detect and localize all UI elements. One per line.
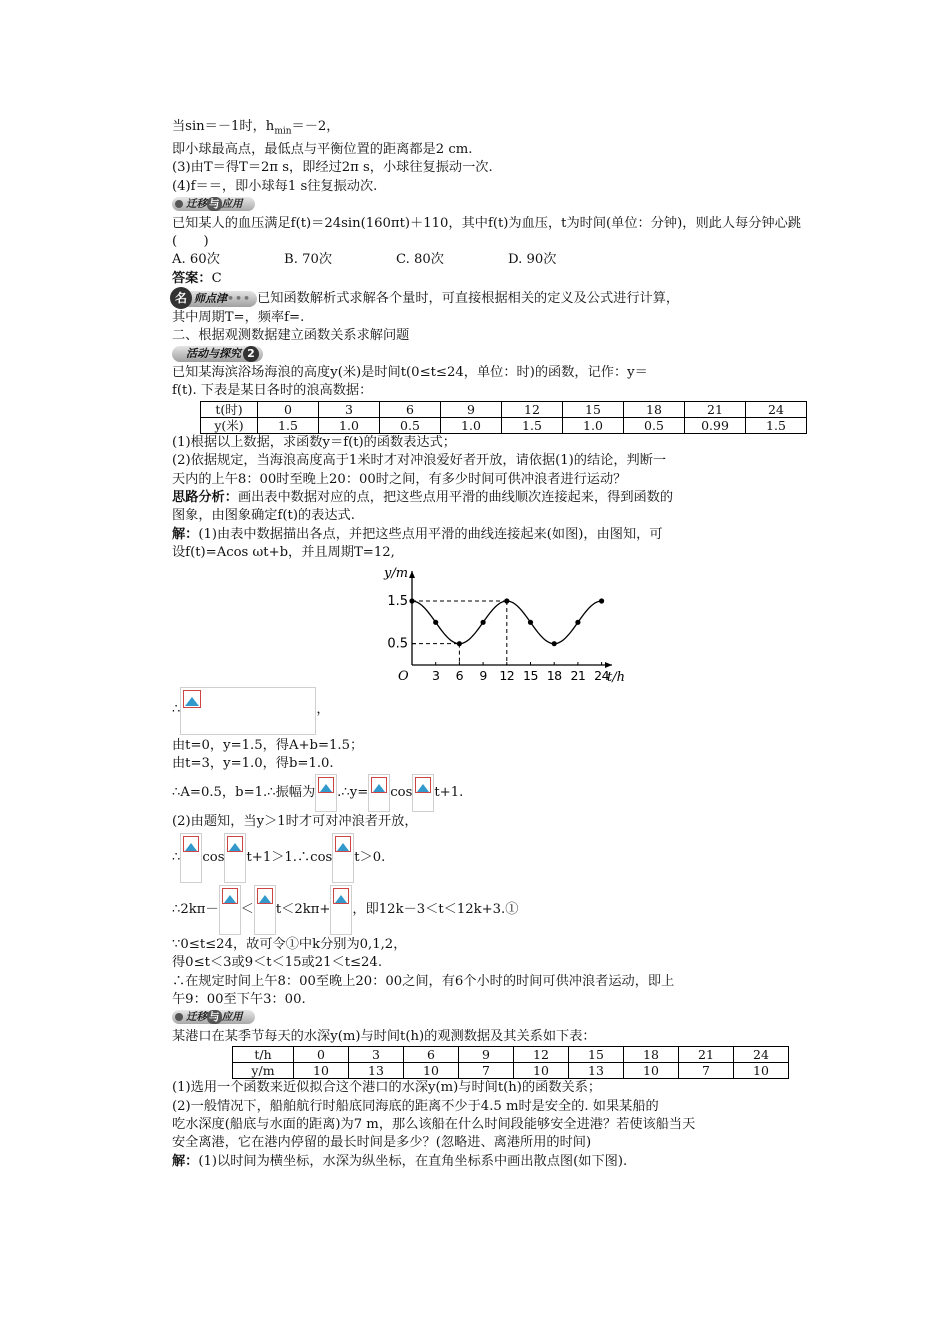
data-point bbox=[433, 619, 438, 624]
subscript: min bbox=[274, 126, 292, 137]
table-cell: 1.5 bbox=[258, 417, 319, 433]
text-line: 即小球最高点，最低点与平衡位置的距离都是2 cm. bbox=[172, 142, 473, 158]
text-line: 安全离港，它在港内停留的最长时间是多少？(忽略进、离港所用的时间) bbox=[172, 1135, 592, 1151]
formula-image bbox=[224, 833, 246, 883]
broken-image-icon bbox=[335, 836, 351, 854]
option-c: C. 80次 bbox=[396, 252, 444, 268]
text-line: (2)由题知，当y＞1时才可对冲浪者开放， bbox=[172, 814, 418, 830]
solution-line: 解：(1)以时间为横坐标，水深为纵坐标，在直角坐标系中画出散点图(如下图). bbox=[172, 1153, 628, 1169]
table-row bbox=[233, 1063, 789, 1079]
x-tick-label: 24 bbox=[594, 667, 610, 683]
text-line: 午9：00至下午3：00. bbox=[172, 992, 306, 1008]
formula-image bbox=[332, 833, 354, 883]
text-line: 吃水深度(船底与水面的距离)为7 m，那么该船在什么时间段能够安全进港？若使该船当天 bbox=[172, 1117, 696, 1133]
activity-badge: 活动与探究 2 bbox=[172, 346, 817, 364]
wave-height-table bbox=[200, 401, 807, 434]
analysis-line: 思路分析：画出表中数据对应的点，把这些点用平滑的曲线顺次连接起来，得到函数的 bbox=[172, 489, 674, 505]
table-row bbox=[201, 417, 807, 433]
table-cell: 0 bbox=[294, 1047, 349, 1063]
table-cell: 10 bbox=[734, 1063, 789, 1079]
data-point bbox=[528, 619, 533, 624]
text-line: 天内的上午8：00时至晚上20：00时之间，有多少时间可供冲浪者进行运动？ bbox=[172, 471, 627, 487]
x-tick-label: 9 bbox=[479, 667, 487, 683]
table-cell: 9 bbox=[459, 1047, 514, 1063]
x-tick-label: 6 bbox=[455, 667, 464, 683]
table-cell: 10 bbox=[624, 1063, 679, 1079]
table-cell: 13 bbox=[349, 1063, 404, 1079]
table-cell: 6 bbox=[380, 401, 441, 417]
text-line: 由t=3，y=1.0，得b=1.0. bbox=[172, 755, 334, 771]
broken-image-icon bbox=[227, 836, 243, 854]
x-axis-label: t/h bbox=[607, 669, 625, 685]
text-line: 某港口在某季节每天的水深y(m)与时间t(h)的观测数据及其关系如下表： bbox=[172, 1028, 596, 1044]
option-a: A. 60次 bbox=[172, 252, 220, 268]
document-body bbox=[172, 118, 817, 1171]
table-cell: 6 bbox=[404, 1047, 459, 1063]
tip-circle-icon: 名 bbox=[170, 287, 192, 309]
y-axis-label: y/m bbox=[384, 565, 409, 581]
formula-image bbox=[219, 885, 241, 935]
formula-image bbox=[180, 687, 316, 735]
text-line: ∵0≤t≤24，故可令①中k分别为0,1,2， bbox=[172, 936, 407, 952]
table-cell: 0.5 bbox=[624, 417, 685, 433]
table-cell: 24 bbox=[746, 401, 807, 417]
y-axis-arrow bbox=[409, 571, 415, 578]
text-line: (2)依据规定，当海浪高度高于1米时才对冲浪爱好者开放，请依据(1)的结论，判断一 bbox=[172, 453, 667, 469]
table-row bbox=[233, 1047, 789, 1063]
table-cell: 0.99 bbox=[685, 417, 746, 433]
formula-image bbox=[180, 833, 202, 883]
table-cell: 13 bbox=[569, 1063, 624, 1079]
text-line: 图象，由图象确定f(t)的表达式. bbox=[172, 508, 355, 524]
table-cell: 1.0 bbox=[563, 417, 624, 433]
solution-line: 解：(1)由表中数据描出各点，并把这些点用平滑的曲线连接起来(如图)，由图知，可 bbox=[172, 526, 663, 542]
table-cell: 21 bbox=[685, 401, 746, 417]
table-header: y(米) bbox=[201, 417, 258, 433]
broken-image-icon bbox=[222, 888, 238, 906]
table-row bbox=[201, 401, 807, 417]
text-line: 其中周期T=，频率f=. bbox=[172, 309, 305, 325]
y-tick-label: 0.5 bbox=[387, 636, 408, 652]
math-line: ∴ cos t+1＞1.∴cos t＞0. bbox=[172, 832, 817, 884]
table-cell: 15 bbox=[563, 401, 624, 417]
formula-image bbox=[412, 774, 434, 812]
table-cell: 10 bbox=[294, 1063, 349, 1079]
data-point bbox=[409, 598, 414, 603]
table-cell: 12 bbox=[514, 1047, 569, 1063]
x-tick-label: 3 bbox=[431, 667, 440, 683]
text-line: 当sin＝－1时，$h_{min}=-2$， bbox=[172, 119, 340, 137]
table-cell: 1.0 bbox=[441, 417, 502, 433]
table-cell: 3 bbox=[349, 1047, 404, 1063]
table-cell: 3 bbox=[319, 401, 380, 417]
broken-image-icon bbox=[183, 836, 199, 854]
data-point bbox=[481, 619, 486, 624]
text-line: (1)根据以上数据，求函数y＝f(t)的函数表达式； bbox=[172, 434, 456, 450]
text-line: (1)选用一个函数来近似拟合这个港口的水深y(m)与时间t(h)的函数关系； bbox=[172, 1080, 602, 1096]
question-text: 已知某人的血压满足f(t)＝24sin(160πt)＋110，其中f(t)为血压，t为时间(单位：分钟)，则此人每分钟心跳( ) bbox=[172, 215, 801, 250]
broken-image-icon bbox=[257, 888, 273, 906]
text-line: 已知某海滨浴场海浪的高度y(米)是时间t(0≤t≤24，单位：时)的函数，记作：y＝ bbox=[172, 364, 648, 380]
table-cell: 7 bbox=[679, 1063, 734, 1079]
x-tick-label: 18 bbox=[546, 667, 562, 683]
text-line: 由t=0，y=1.5，得A+b=1.5； bbox=[172, 737, 364, 753]
table-cell: 15 bbox=[569, 1047, 624, 1063]
formula-image bbox=[330, 885, 352, 935]
broken-image-icon bbox=[415, 777, 431, 795]
x-tick-label: 15 bbox=[523, 667, 538, 683]
data-point bbox=[599, 598, 604, 603]
x-tick-label: 12 bbox=[499, 667, 515, 683]
table-cell: 18 bbox=[624, 1047, 679, 1063]
table-header: y/m bbox=[233, 1063, 294, 1079]
data-point bbox=[457, 641, 462, 646]
formula-image bbox=[254, 885, 276, 935]
table-header: t/h bbox=[233, 1047, 294, 1063]
table-cell: 1.5 bbox=[502, 417, 563, 433]
table-cell: 10 bbox=[514, 1063, 569, 1079]
table-cell: 21 bbox=[679, 1047, 734, 1063]
x-tick-label: 21 bbox=[570, 667, 586, 683]
water-depth-table bbox=[232, 1046, 789, 1079]
bullet-icon bbox=[175, 1013, 183, 1021]
option-d: D. 90次 bbox=[508, 252, 557, 268]
broken-image-icon bbox=[333, 888, 349, 906]
table-cell: 1.0 bbox=[319, 417, 380, 433]
text-line: (2)一般情况下，船舶航行时船底同海底的距离不少于4.5 m时是安全的. 如果某船的 bbox=[172, 1098, 659, 1114]
text-line: (3)由T＝得T＝2π s，即经过2π s，小球往复振动一次. bbox=[172, 160, 493, 176]
math-line: ∴A=0.5，b=1.∴振幅为 .∴y= cos t+1. bbox=[172, 773, 817, 813]
math-line: ∴2kπ－ ＜ t＜2kπ+ ，即12k－3＜t＜12k+3.① bbox=[172, 884, 817, 936]
text-line: ∴在规定时间上午8：00至晚上20：00之间，有6个小时的时间可供冲浪者运动，即上 bbox=[172, 973, 675, 989]
table-cell: 1.5 bbox=[746, 417, 807, 433]
table-cell: 10 bbox=[404, 1063, 459, 1079]
bullet-icon bbox=[175, 200, 183, 208]
section-title: 二、根据观测数据建立函数关系求解问题 bbox=[172, 328, 410, 344]
formula-image bbox=[315, 774, 337, 812]
origin-label: O bbox=[398, 668, 409, 684]
broken-image-icon bbox=[371, 777, 387, 795]
table-cell: 0.5 bbox=[380, 417, 441, 433]
table-cell: 12 bbox=[502, 401, 563, 417]
text-line: 设f(t)=Acos ωt+b，并且周期T=12, bbox=[172, 545, 395, 561]
section-banner: 迁移 与 应用 bbox=[172, 196, 817, 214]
formula-image bbox=[368, 774, 390, 812]
table-cell: 24 bbox=[734, 1047, 789, 1063]
table-cell: 7 bbox=[459, 1063, 514, 1079]
answer-options bbox=[172, 251, 817, 269]
data-point bbox=[575, 619, 580, 624]
section-banner: 迁移 与 应用 bbox=[172, 1009, 817, 1027]
table-cell: 9 bbox=[441, 401, 502, 417]
text-line: f(t). 下表是某日各时的浪高数据： bbox=[172, 383, 373, 399]
table-cell: 18 bbox=[624, 401, 685, 417]
y-tick-label: 1.5 bbox=[387, 593, 408, 609]
data-point bbox=[552, 641, 557, 646]
broken-image-icon bbox=[183, 690, 201, 710]
table-cell: 0 bbox=[258, 401, 319, 417]
text-line: (4)f＝＝，即小球每1 s往复振动次. bbox=[172, 178, 378, 194]
table-header: t(时) bbox=[201, 401, 258, 417]
tip-line: 名 师点津••• 已知函数解析式求解各个量时，可直接根据相关的定义及公式进行计算， bbox=[172, 290, 817, 308]
broken-image-icon bbox=[318, 777, 334, 795]
tip-badge: 名 师点津••• bbox=[172, 291, 257, 307]
activity-number: 2 bbox=[243, 346, 259, 362]
option-b: B. 70次 bbox=[284, 252, 333, 268]
wave-chart bbox=[372, 561, 625, 685]
answer-line: 答案：C bbox=[172, 270, 222, 286]
text-line: 得0≤t＜3或9＜t＜15或21＜t≤24. bbox=[172, 955, 383, 971]
math-line: ∴ ， bbox=[172, 685, 817, 737]
data-point bbox=[504, 598, 509, 603]
